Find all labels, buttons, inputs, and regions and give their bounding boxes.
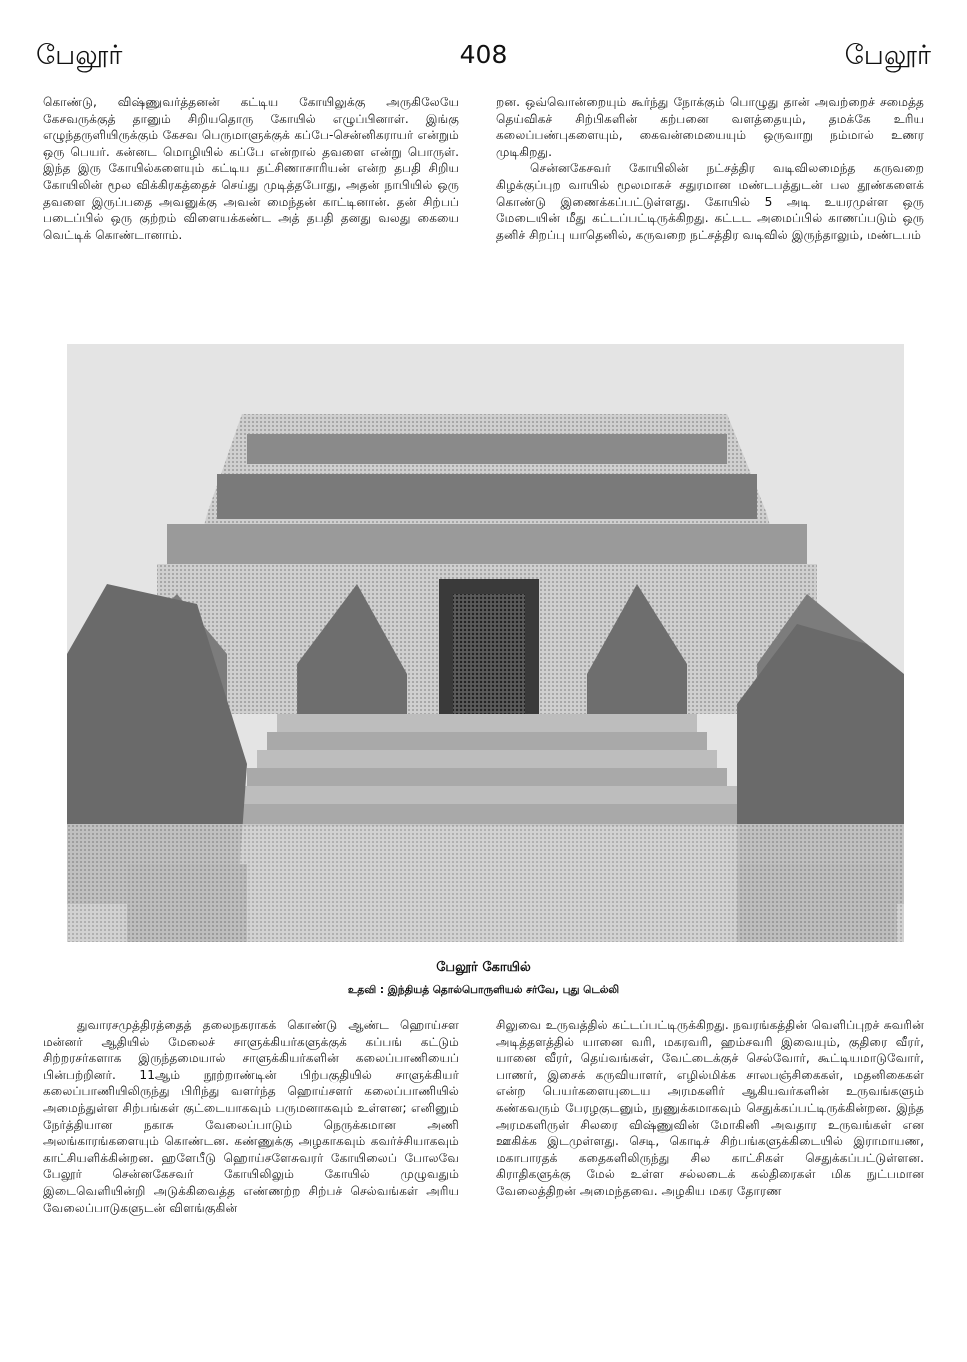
paragraph: சென்னகேசவர் கோயிலின் நட்சத்திர வடிவிலமைந்த கருவறை கிழக்குப்புற வாயில் மூலமாகச் சதுரமான மண்டபத்துடன் பல தூண்களைக் கொண்டு இணைக்கப்பட்டுள்ளது. கோயில் 5 அடி உயரமுள்ள ஒரு மேடையின் மீது கட்டப்பட்டிருக்கிறது. கட்டட அமைப்பில் காணப்படும் ஒரு தனிச் சிறப்பு யாதெனில், கருவறை நட்சத்திர வடிவில் இருந்தாலும், மண்டபம் — [496, 161, 924, 242]
running-head-left: பேலூர் — [36, 40, 123, 71]
figure-credit: உதவி : இந்தியத் தொல்பொருளியல் சர்வே, புது டெல்லி — [347, 984, 620, 996]
paragraph: றன. ஒவ்வொன்றையும் கூர்ந்து நோக்கும் பொழுது தான் அவற்றைச் சமைத்த தெய்விகச் சிற்பிகளின் கற்பனை வளத்தையும், தமக்கே உரிய கலைப்பண்புகளையும், கைவன்மையையும் ஒருவாறு நம்மால் உணர முடிகிறது. — [496, 95, 924, 159]
top-left-column — [43, 94, 459, 243]
bottom-left-column — [43, 1017, 459, 1216]
paragraph: சிலுவை உருவத்தில் கட்டப்பட்டிருக்கிறது. நவரங்கத்தின் வெளிப்புறச் சுவரின் அடித்தளத்தில் யானை வரி, மகரவரி, ஹம்சவரி இவையும், குதிரை வீரர், யானை வீரர், தெய்வங்கள், வேட்டைக்குச் செல்வோர், கூட்டியமாடுவோர், பாணர், இசைக் கருவியாளர், எழில்மிக்க சாலபஞ்சிகைகள், மதனிகைகள் என்ற பெயர்களையுடைய அரமகளிர் ஆகியவர்களின் உருவங்களும் கண்கவரும் பேரழகுடனும், நுணுக்கமாகவும் செதுக்கப்பட்டிருக்கின்றன. இந்த அரமகளிருள் சிலரை விஷ்ணுவின் மோகினி அவதார உருவங்கள் என ஊகிக்க இடமுள்ளது. செடி, கொடிச் சிற்பங்களுக்கிடையில் இராமாயண, மகாபாரதக் கதைகளிலிருந்து சில காட்சிகள் செதுக்கப்பட்டுள்ளன. கிராதிகளுக்கு மேல் உள்ள சல்லடைக் கல்திரைகள் மிக நுட்பமான வேலைத்திறன் அமைந்தவை. அழகிய மகர தோரண — [496, 1018, 924, 1198]
page-header — [36, 40, 931, 80]
page-number: 408 — [459, 40, 508, 69]
paragraph: கொண்டு, விஷ்ணுவர்த்தனன் கட்டிய கோயிலுக்கு அருகிலேயே கேசவருக்குத் தானும் சிறியதொரு கோயில் எழுப்பினாள். இங்கு எழுந்தருளியிருக்கும் கேசவ பெருமாளுக்குக் கப்பே-சென்னிகராயர் என்றும் ஒரு பெயர். கன்னட மொழியில் கப்பே என்றால் தவளை என்று பொருள். இந்த இரு கோயில்களையும் கட்டிய தட்சிணாசாரியன் என்ற தபதி சிறிய கோயிலின் மூல விக்கிரகத்தைச் செய்து முடித்தபோது, அதன் நாபியில் ஒரு தவளை இருப்பதை அவனுக்கு அவன் மைந்தன் காட்டினான். தன் சிற்பப் படைப்பில் ஒரு குற்றம் விளையக்கண்ட அத் தபதி தனது வலது கையை வெட்டிக் கொண்டானாம். — [43, 95, 459, 242]
figure-caption: பேலூர் கோயில் — [436, 960, 531, 975]
bottom-right-column — [496, 1017, 924, 1200]
temple-photograph — [67, 344, 904, 942]
running-head-right: பேலூர் — [844, 40, 931, 71]
top-right-column — [496, 94, 924, 243]
paragraph: துவாரசமுத்திரத்தைத் தலைநகராகக் கொண்டு ஆண்ட ஹொய்சள மன்னர் ஆதியில் மேலைச் சாளுக்கியர்களுக்குக் கப்பங் கட்டும் சிற்றரசர்களாக இருந்தமையால் சாளுக்கியர்களின் கலைப்பாணியைப் பின்பற்றினர். 11ஆம் நூற்றாண்டின் பிற்பகுதியில் சாளுக்கியர் கலைப்பாணியிலிருந்து பிரிந்து வளர்ந்த ஹொய்சளர் கலைப்பாணியில் அமைந்துள்ள சிற்பங்கள் குட்டையாகவும் பருமனாகவும் உள்ளன; எனினும் நேர்த்தியான நகாசு வேலைப்பாடும் நெருக்கமான அணி அலங்காரங்களையும் கொண்டன. கண்ணுக்கு அழகாகவும் கவர்ச்சியாகவும் காட்சியளிக்கின்றன. ஹளேபீடு ஹொய்சளேசுவரர் கோயிலைப் போலவே பேலூர் சென்னகேசவர் கோயிலிலும் கோயில் முழுவதும் இடைவெளியின்றி அடுக்கிவைத்த எண்ணற்ற சிற்பச் செல்வங்கள் அரிய வேலைப்பாடுகளுடன் விளங்குகின் — [43, 1018, 459, 1215]
